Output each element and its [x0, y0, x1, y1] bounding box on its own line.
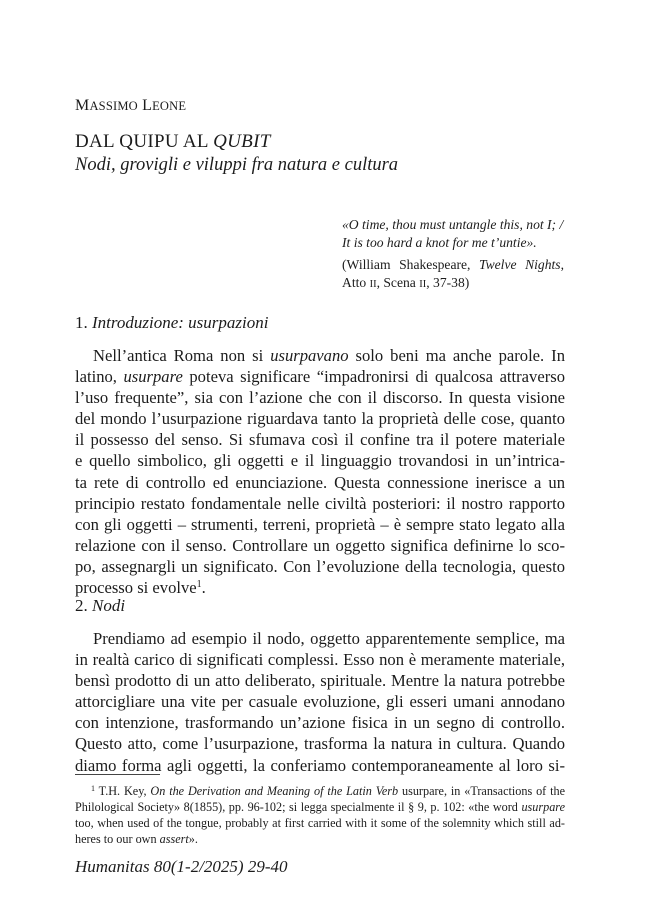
text-line: Nell’antica Roma non si usurpavano solo beni ma anche parole. In	[93, 346, 565, 365]
article-subtitle: Nodi, grovigli e viluppi fra natura e cultura	[75, 155, 399, 175]
footnote-ref[interactable]: 1	[196, 579, 202, 591]
text-line: e quello simbolico, gli oggetti e il linguaggio trovandosi in un’intrica-	[75, 451, 565, 471]
article-title: DAL QUIPU AL QUBIT	[75, 131, 271, 152]
footnote-divider	[75, 774, 160, 775]
text-line: latino, usurpare poteva significare “impadronirsi di qualcosa attraverso	[75, 367, 565, 387]
text-line: Questo atto, come l’usurpazione, trasforma la natura in cultura. Quando	[75, 734, 565, 754]
text-line: l’uso frequente”, sia con l’azione che con il discorso. In questa visione	[75, 388, 565, 408]
text-line: con gli oggetti – strumenti, terreni, proprietà – è sempre stato legato alla	[75, 514, 565, 534]
journal-citation: Humanitas 80(1-2/2025) 29-40	[75, 857, 288, 876]
footnote-line: $^1$ T.H. Key, On the Derivation and Meaning of the Latin Verb usurpare, in «Transactions of the	[91, 784, 565, 798]
text-line: attorcigliare una vite per casuale evoluzione, gli esseri umani annodano	[75, 692, 565, 712]
paragraph-introduzione	[75, 345, 565, 598]
text-line: con intenzione, trasformando un’azione fisica in un segno di controllo.	[75, 713, 565, 733]
text-line: po, assegnargli un significato. Con l’evoluzione della tecnologia, questo	[75, 556, 565, 576]
title-italic: QUBIT	[213, 131, 271, 152]
text-line: diamo forma agli oggetti, la conferiamo contemporaneamente al loro si-	[75, 755, 565, 775]
footnote-1	[75, 783, 565, 847]
text-line: principio restato fondamentale nelle civiltà posteriori: il nostro rapporto	[75, 493, 565, 513]
text-line: relazione con il senso. Controllare un oggetto significa definirne lo sco-	[75, 535, 565, 555]
section-heading-introduzione: 1. Introduzione: usurpazioni	[75, 313, 269, 332]
paragraph-nodi	[75, 628, 565, 776]
text-line: processo si evolve$^1$.	[75, 578, 206, 598]
footnote-line: heres to our own assert».	[75, 832, 198, 846]
author-name: MASSIMO LEONE	[75, 97, 187, 114]
text-line: in realtà carico di significati complessi. Esso non è meramente materiale,	[75, 650, 565, 670]
text-line: del mondo l’usurpazione riguardava tanto la proprietà delle cose, quanto	[75, 409, 565, 429]
footnote-line: Philological Society» 8(1855), pp. 96-102; si legga specialmente il § 9, p. 102: «the word usurpare	[75, 800, 565, 814]
text-line: bensì prodotto di un atto deliberato, spirituale. Mentre la natura potrebbe	[75, 671, 565, 691]
section-heading-nodi: 2. Nodi	[75, 596, 126, 615]
footnote-line: too, when used of the tongue, probably at first carried with it some of the solemnity which still ad-	[75, 816, 565, 830]
text-line: Prendiamo ad esempio il nodo, oggetto apparentemente semplice, ma	[93, 629, 565, 648]
epigraph-quote: «O time, thou must untangle this, not I; / It is too hard a knot for me t’untie».	[342, 217, 564, 250]
text-line: il possesso del senso. Si sfumava così il confine tra il potere materiale	[75, 430, 565, 450]
epigraph-citation: (William Shakespeare, Twelve Nights, Atto II, Scena II, 37-38)	[342, 257, 564, 290]
epigraph	[342, 216, 564, 294]
text-line: ta rete di controllo ed enunciazione. Questa connessione inerisce a un	[75, 472, 565, 492]
